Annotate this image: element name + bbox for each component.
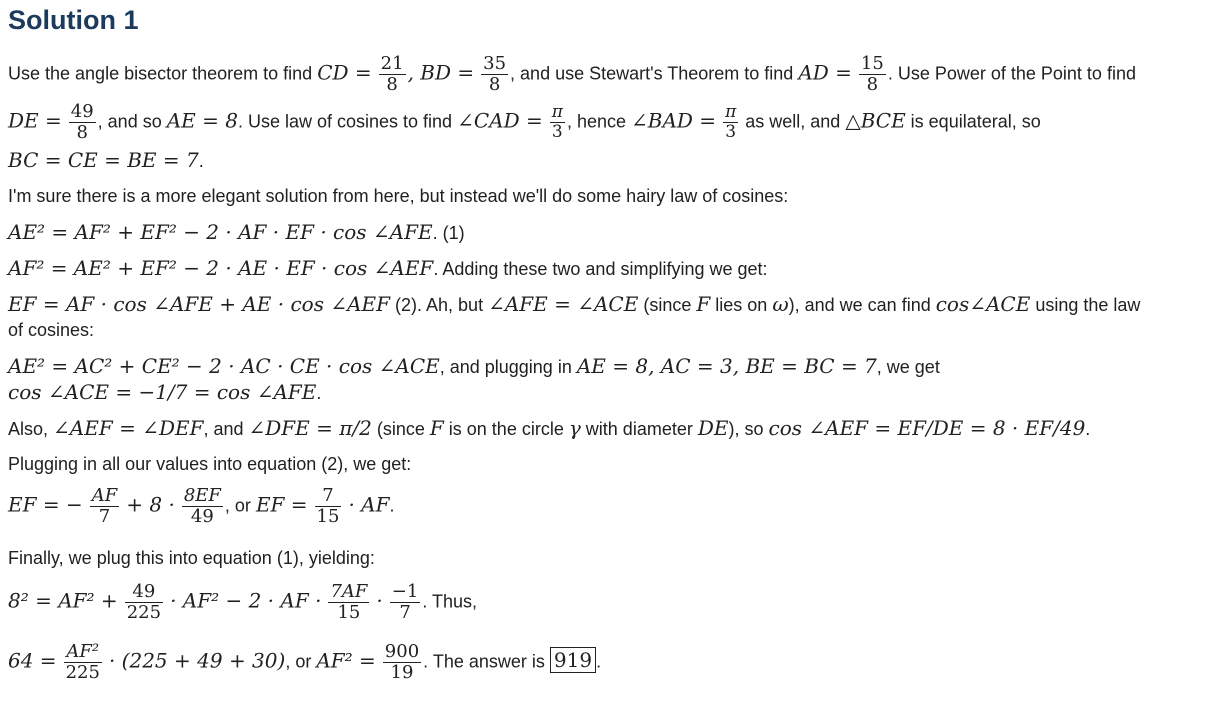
frac-af2-225: $\frac{\text{AF²}}{225}$ (65, 641, 100, 683)
text: Also, (8, 419, 54, 439)
math-de: DE = (8, 108, 62, 133)
p2: I'm sure there is a more elegant solution from here, but instead we'll do some hairy law of cosines: (8, 186, 789, 206)
math-ef: EF = − (8, 492, 83, 517)
math-eq3: EF = AF · cos ∠AFE + AE · cos ∠AEF (8, 292, 391, 316)
text: . Use Power of the Point to find (887, 63, 1136, 84)
frac-900-19: $\frac{900}{19}$ (384, 641, 420, 683)
math-eq4: AE² = AC² + CE² − 2 · AC · CE · cos ∠ACE (8, 354, 440, 378)
math-plus8: + 8 · (126, 492, 175, 517)
p4: Finally, we plug this into equation (1), yielding: (8, 548, 375, 568)
eq6-line (8, 486, 395, 527)
eq8-line (8, 642, 601, 683)
answer-box: 919 (550, 647, 596, 673)
frac-neg1-7: $\frac{-1}{7}$ (391, 581, 419, 623)
math-bd: , BD = (407, 60, 475, 85)
math-8sq: 8² = AF² + (8, 588, 118, 613)
frac-7af-15: $\frac{7AF}{15}$ (330, 581, 368, 623)
math-cos-ace: cos∠ACE (935, 292, 1031, 316)
text: , or (224, 495, 256, 516)
eq1-line (8, 220, 465, 245)
p3: Plugging in all our values into equation (2), we get: (8, 454, 412, 474)
math-sum: · (225 + 49 + 30) (108, 648, 286, 673)
text: . (596, 651, 602, 672)
math-cd: CD = (317, 60, 372, 85)
text: ), and we can find (788, 295, 936, 315)
frac-pi-3: $\frac{\pi}{3}$ (725, 102, 737, 142)
eq3-line2: of cosines: (8, 320, 95, 340)
math-values: AE = 8, AC = 3, BE = BC = 7 (576, 354, 877, 378)
text: , or (285, 651, 317, 672)
text: . (316, 383, 322, 403)
text: . (1085, 419, 1091, 439)
eq4-line2 (8, 380, 321, 405)
text: , and use Stewart's Theorem to find (510, 63, 799, 84)
p1-line2 (8, 102, 1041, 143)
text: . Use law of cosines to find (237, 111, 458, 132)
eq7-line (8, 582, 477, 623)
math-ae: AE = 8 (166, 108, 238, 133)
frac-af-7: $\frac{AF}{7}$ (91, 485, 118, 527)
text: . (198, 151, 204, 171)
text: as well, and (740, 111, 846, 132)
frac-pi-3: $\frac{\pi}{3}$ (551, 102, 563, 142)
text: . The answer is (423, 651, 550, 672)
text: . Thus, (422, 591, 478, 612)
p1-line1 (8, 54, 1136, 95)
text: is on the circle (443, 419, 569, 439)
math-bad: ∠BAD = (630, 108, 717, 133)
math-af2: AF² = (316, 648, 376, 673)
math-aef-def: ∠AEF = ∠DEF (53, 416, 204, 440)
text: lies on (710, 295, 773, 315)
math-cad: ∠CAD = (457, 108, 543, 133)
math-afe-ace: ∠AFE = ∠ACE (488, 292, 639, 316)
math-eq2: AF² = AE² + EF² − 2 · AE · EF · cos ∠AEF (8, 256, 434, 280)
math-bc: BC = CE = BE = 7 (8, 148, 199, 172)
frac-49-225: $\frac{49}{225}$ (126, 581, 162, 623)
text: using the law (1030, 295, 1141, 315)
math-dot: · (376, 588, 383, 613)
eq4-line (8, 354, 940, 379)
text: (2). Ah, but (390, 295, 489, 315)
solution-heading: Solution 1 (8, 5, 139, 35)
text: , and (203, 419, 249, 439)
math-bce: △BCE (845, 108, 906, 133)
text: is equilateral, so (905, 111, 1041, 132)
math-af: · AF (348, 492, 390, 517)
math-eq1: AE² = AF² + EF² − 2 · AF · EF · cos ∠AFE (8, 220, 433, 244)
math-ef2: EF = (255, 492, 308, 517)
frac-cd: $\frac{21}{8}$ (380, 53, 404, 95)
text: . (389, 495, 395, 516)
text: Use the angle bisector theorem to find (8, 63, 318, 84)
eq3-line (8, 292, 1140, 317)
text: , and plugging in (439, 357, 577, 377)
text: ), so (728, 419, 769, 439)
math-gamma: γ (568, 416, 581, 440)
frac-bd: $\frac{35}{8}$ (483, 53, 507, 95)
math-dfe: ∠DFE = π/2 (248, 416, 372, 440)
p1-line3 (8, 148, 204, 173)
frac-7-15: $\frac{7}{15}$ (316, 485, 340, 527)
math-cos-value: cos ∠ACE = −1/7 = cos ∠AFE (8, 380, 317, 404)
text: with diameter (580, 419, 698, 439)
text: (since (638, 295, 697, 315)
frac-de: $\frac{49}{8}$ (70, 101, 94, 143)
text: . Adding these two and simplifying we get: (433, 259, 768, 279)
frac-8ef-49: $\frac{8EF}{49}$ (183, 485, 221, 527)
text: (since (371, 419, 430, 439)
text: , we get (876, 357, 940, 377)
math-cos-aef: cos ∠AEF = EF/DE = 8 · EF/49 (768, 416, 1086, 440)
math-ad: AD = (798, 60, 852, 85)
math-f: F (696, 292, 711, 316)
math-af-terms: · AF² − 2 · AF · (170, 588, 322, 613)
eq2-line (8, 256, 768, 281)
math-64: 64 = (8, 648, 57, 673)
text: , hence (566, 111, 631, 132)
eq5-line (8, 416, 1090, 441)
frac-ad: $\frac{15}{8}$ (860, 53, 884, 95)
text: , and so (97, 111, 167, 132)
math-de: DE (697, 416, 729, 440)
math-f: F (429, 416, 444, 440)
text: . (1) (432, 223, 465, 243)
math-omega: ω (772, 292, 789, 316)
